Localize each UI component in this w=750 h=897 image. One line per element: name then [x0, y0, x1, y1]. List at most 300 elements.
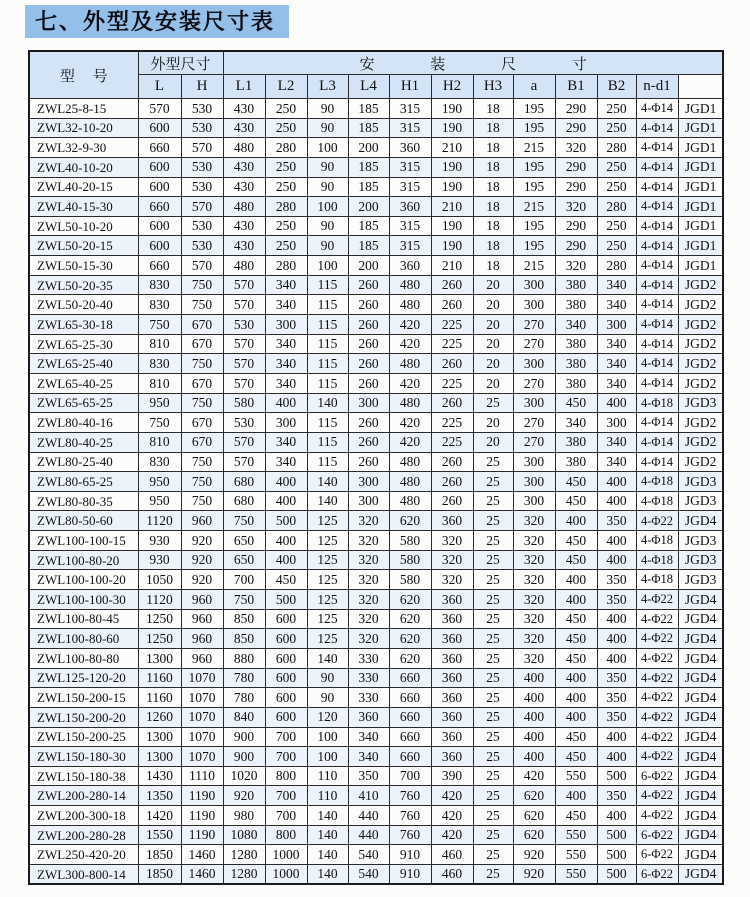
dimension-value-cell: 210 [431, 197, 473, 217]
dimension-value-cell: 210 [431, 256, 473, 276]
table-row [29, 373, 723, 393]
dimension-value-cell: 320 [555, 256, 597, 276]
dimension-value-cell: 360 [431, 629, 473, 649]
dimension-value-cell: 18 [473, 197, 513, 217]
table-row [29, 118, 723, 138]
table-body [29, 99, 723, 885]
dimension-value-cell: 300 [597, 413, 636, 433]
dimension-value-cell: 320 [431, 531, 473, 551]
model-cell: ZWL50-20-40 [29, 295, 138, 315]
dimension-value-cell: 430 [223, 236, 265, 256]
dimension-value-cell: 400 [265, 393, 307, 413]
dimension-value-cell: 225 [431, 432, 473, 452]
n-d1-cell: 4-Φ22 [636, 668, 678, 688]
table-row [29, 472, 723, 492]
dimension-value-cell: 140 [307, 491, 348, 511]
dimension-value-cell: 1300 [138, 747, 181, 767]
dimension-value-cell: 400 [597, 806, 636, 826]
n-d1-cell: 4-Φ22 [636, 747, 678, 767]
dimension-value-cell: 250 [265, 177, 307, 197]
dimension-value-cell: 320 [513, 590, 555, 610]
dimension-value-cell: 250 [265, 157, 307, 177]
damper-spec-cell: JGD2 [678, 315, 723, 335]
outline-dimensions-group-header: 外型尺寸 [138, 51, 223, 75]
dimension-value-cell: 600 [265, 688, 307, 708]
dimension-value-cell: 750 [181, 491, 223, 511]
damper-spec-cell: JGD1 [678, 236, 723, 256]
dimension-value-cell: 280 [265, 138, 307, 158]
dimension-value-cell: 400 [555, 707, 597, 727]
table-row [29, 806, 723, 826]
table-row [29, 393, 723, 413]
dimension-value-cell: 290 [555, 99, 597, 119]
dimension-value-cell: 660 [389, 668, 431, 688]
dimension-value-cell: 215 [513, 197, 555, 217]
dimension-value-cell: 830 [138, 295, 181, 315]
dimension-value-cell: 280 [265, 256, 307, 276]
dimension-value-cell: 340 [265, 354, 307, 374]
dimension-value-cell: 450 [555, 531, 597, 551]
damper-spec-cell: JGD3 [678, 531, 723, 551]
model-cell: ZWL50-20-35 [29, 275, 138, 295]
table-row [29, 864, 723, 884]
table-row [29, 766, 723, 786]
model-cell: ZWL200-280-14 [29, 786, 138, 806]
dimension-value-cell: 420 [389, 432, 431, 452]
damper-spec-cell: JGD4 [678, 864, 723, 884]
n-d1-cell: 6-Φ22 [636, 845, 678, 865]
dimension-value-cell: 280 [597, 256, 636, 276]
dimension-value-cell: 100 [307, 256, 348, 276]
dimension-value-cell: 1120 [138, 511, 181, 531]
n-d1-cell: 4-Φ14 [636, 216, 678, 236]
dimension-value-cell: 410 [348, 786, 389, 806]
dimension-value-cell: 320 [513, 570, 555, 590]
dimension-value-cell: 260 [348, 295, 389, 315]
dimension-value-cell: 960 [181, 648, 223, 668]
dimension-value-cell: 760 [389, 825, 431, 845]
dimension-value-cell: 450 [555, 747, 597, 767]
dimension-value-cell: 600 [138, 157, 181, 177]
dimension-value-cell: 340 [597, 354, 636, 374]
dimension-value-cell: 910 [389, 845, 431, 865]
dimension-value-cell: 530 [181, 157, 223, 177]
n-d1-cell: 4-Φ14 [636, 236, 678, 256]
damper-spec-cell: JGD3 [678, 472, 723, 492]
dimension-value-cell: 400 [513, 668, 555, 688]
n-d1-cell: 4-Φ14 [636, 157, 678, 177]
n-d1-cell: 4-Φ22 [636, 511, 678, 531]
dimension-value-cell: 1850 [138, 864, 181, 884]
dimension-value-cell: 25 [473, 393, 513, 413]
dimension-table [28, 50, 724, 885]
dimension-value-cell: 225 [431, 315, 473, 335]
dimension-value-cell: 320 [348, 590, 389, 610]
dimension-value-cell: 140 [307, 648, 348, 668]
dimension-value-cell: 250 [597, 99, 636, 119]
dimension-value-cell: 320 [513, 531, 555, 551]
dimension-value-cell: 20 [473, 275, 513, 295]
dimension-value-cell: 600 [265, 648, 307, 668]
dimension-value-cell: 360 [431, 727, 473, 747]
dimension-value-cell: 660 [389, 707, 431, 727]
dimension-value-cell: 620 [389, 648, 431, 668]
table-row [29, 197, 723, 217]
dimension-value-cell: 450 [555, 491, 597, 511]
dimension-value-cell: 1070 [181, 668, 223, 688]
dimension-value-cell: 300 [513, 472, 555, 492]
table-row [29, 99, 723, 119]
dimension-value-cell: 290 [555, 236, 597, 256]
n-d1-cell: 4-Φ18 [636, 570, 678, 590]
dimension-value-cell: 1000 [265, 864, 307, 884]
dimension-value-cell: 125 [307, 550, 348, 570]
dimension-value-cell: 530 [181, 177, 223, 197]
dimension-value-cell: 260 [431, 295, 473, 315]
dimension-value-cell: 700 [265, 727, 307, 747]
dimension-value-cell: 25 [473, 747, 513, 767]
col-header-H1: H1 [389, 75, 431, 99]
dimension-value-cell: 1190 [181, 786, 223, 806]
dimension-value-cell: 400 [555, 786, 597, 806]
dimension-value-cell: 960 [181, 629, 223, 649]
dimension-value-cell: 530 [181, 99, 223, 119]
dimension-value-cell: 320 [431, 570, 473, 590]
dimension-value-cell: 125 [307, 629, 348, 649]
dimension-value-cell: 125 [307, 590, 348, 610]
dimension-value-cell: 340 [597, 275, 636, 295]
model-cell: ZWL65-65-25 [29, 393, 138, 413]
dimension-value-cell: 25 [473, 825, 513, 845]
dimension-value-cell: 225 [431, 413, 473, 433]
dimension-value-cell: 750 [181, 393, 223, 413]
dimension-value-cell: 450 [555, 472, 597, 492]
dimension-value-cell: 660 [389, 688, 431, 708]
dimension-value-cell: 25 [473, 845, 513, 865]
dimension-value-cell: 620 [389, 609, 431, 629]
dimension-value-cell: 300 [513, 393, 555, 413]
n-d1-cell: 4-Φ14 [636, 197, 678, 217]
model-cell: ZWL100-80-45 [29, 609, 138, 629]
dimension-value-cell: 400 [555, 511, 597, 531]
n-d1-cell: 4-Φ22 [636, 707, 678, 727]
dimension-value-cell: 480 [389, 354, 431, 374]
dimension-value-cell: 440 [348, 806, 389, 826]
dimension-value-cell: 400 [555, 570, 597, 590]
dimension-value-cell: 340 [265, 432, 307, 452]
dimension-value-cell: 25 [473, 472, 513, 492]
dimension-value-cell: 320 [348, 511, 389, 531]
dimension-value-cell: 25 [473, 531, 513, 551]
damper-spec-cell: JGD4 [678, 629, 723, 649]
dimension-value-cell: 20 [473, 315, 513, 335]
n-d1-cell: 4-Φ22 [636, 688, 678, 708]
header-group-row [29, 51, 723, 75]
dimension-value-cell: 300 [513, 354, 555, 374]
dimension-value-cell: 910 [389, 864, 431, 884]
dimension-value-cell: 200 [348, 138, 389, 158]
dimension-value-cell: 90 [307, 99, 348, 119]
dimension-value-cell: 360 [431, 747, 473, 767]
table-row [29, 825, 723, 845]
dimension-value-cell: 570 [181, 138, 223, 158]
dimension-value-cell: 480 [389, 472, 431, 492]
table-row [29, 786, 723, 806]
dimension-value-cell: 400 [597, 491, 636, 511]
dimension-value-cell: 390 [431, 766, 473, 786]
dimension-value-cell: 320 [431, 550, 473, 570]
dimension-value-cell: 195 [513, 157, 555, 177]
model-cell: ZWL100-100-15 [29, 531, 138, 551]
model-cell: ZWL50-10-20 [29, 216, 138, 236]
dimension-value-cell: 1190 [181, 825, 223, 845]
dimension-value-cell: 920 [513, 864, 555, 884]
table-row [29, 138, 723, 158]
dimension-value-cell: 380 [555, 354, 597, 374]
dimension-value-cell: 250 [265, 118, 307, 138]
dimension-value-cell: 550 [555, 845, 597, 865]
dimension-value-cell: 1160 [138, 688, 181, 708]
dimension-value-cell: 195 [513, 177, 555, 197]
dimension-value-cell: 25 [473, 668, 513, 688]
dimension-value-cell: 100 [307, 747, 348, 767]
dimension-value-cell: 270 [513, 413, 555, 433]
dimension-value-cell: 430 [223, 177, 265, 197]
damper-spec-cell: JGD4 [678, 766, 723, 786]
dimension-value-cell: 400 [555, 688, 597, 708]
n-d1-cell: 4-Φ18 [636, 393, 678, 413]
dimension-value-cell: 880 [223, 648, 265, 668]
dimension-value-cell: 600 [265, 707, 307, 727]
n-d1-cell: 4-Φ14 [636, 354, 678, 374]
dimension-value-cell: 420 [431, 825, 473, 845]
dimension-value-cell: 380 [555, 373, 597, 393]
dimension-value-cell: 750 [181, 275, 223, 295]
dimension-value-cell: 140 [307, 393, 348, 413]
dimension-value-cell: 670 [181, 373, 223, 393]
dimension-value-cell: 270 [513, 315, 555, 335]
dimension-value-cell: 530 [223, 315, 265, 335]
dimension-value-cell: 920 [181, 531, 223, 551]
dimension-value-cell: 1420 [138, 806, 181, 826]
dimension-value-cell: 360 [431, 609, 473, 629]
dimension-value-cell: 360 [431, 688, 473, 708]
damper-spec-cell: JGD4 [678, 806, 723, 826]
damper-spec-cell: JGD4 [678, 786, 723, 806]
dimension-value-cell: 570 [181, 256, 223, 276]
dimension-value-cell: 800 [265, 825, 307, 845]
damper-spec-cell: JGD4 [678, 825, 723, 845]
dimension-value-cell: 550 [555, 766, 597, 786]
dimension-value-cell: 260 [431, 393, 473, 413]
table-row [29, 590, 723, 610]
table-row [29, 688, 723, 708]
dimension-value-cell: 315 [389, 236, 431, 256]
dimension-value-cell: 300 [513, 452, 555, 472]
dimension-value-cell: 480 [389, 452, 431, 472]
dimension-value-cell: 480 [223, 197, 265, 217]
table-row [29, 177, 723, 197]
col-header-H2: H2 [431, 75, 473, 99]
col-header-L4: L4 [348, 75, 389, 99]
dimension-value-cell: 420 [513, 766, 555, 786]
dimension-value-cell: 100 [307, 727, 348, 747]
dimension-value-cell: 400 [265, 550, 307, 570]
dimension-value-cell: 500 [597, 825, 636, 845]
dimension-value-cell: 140 [307, 806, 348, 826]
dimension-value-cell: 1070 [181, 688, 223, 708]
dimension-value-cell: 90 [307, 236, 348, 256]
dimension-value-cell: 1070 [181, 747, 223, 767]
table-row [29, 845, 723, 865]
table-row [29, 256, 723, 276]
model-cell: ZWL50-20-15 [29, 236, 138, 256]
dimension-value-cell: 18 [473, 118, 513, 138]
dimension-value-cell: 600 [138, 216, 181, 236]
dimension-value-cell: 920 [181, 550, 223, 570]
dimension-value-cell: 280 [265, 197, 307, 217]
table-row [29, 432, 723, 452]
dimension-value-cell: 400 [597, 550, 636, 570]
dimension-value-cell: 660 [389, 747, 431, 767]
dimension-value-cell: 420 [389, 373, 431, 393]
dimension-value-cell: 570 [138, 99, 181, 119]
dimension-value-cell: 750 [138, 413, 181, 433]
dimension-value-cell: 580 [389, 570, 431, 590]
dimension-value-cell: 260 [348, 315, 389, 335]
dimension-value-cell: 25 [473, 707, 513, 727]
damper-spec-cell: JGD4 [678, 590, 723, 610]
n-d1-cell: 4-Φ14 [636, 315, 678, 335]
dimension-value-cell: 1280 [223, 864, 265, 884]
model-cell: ZWL100-100-20 [29, 570, 138, 590]
dimension-value-cell: 115 [307, 373, 348, 393]
dimension-value-cell: 380 [555, 334, 597, 354]
dimension-value-cell: 100 [307, 197, 348, 217]
dimension-value-cell: 420 [389, 334, 431, 354]
dimension-value-cell: 570 [223, 334, 265, 354]
dimension-value-cell: 900 [223, 747, 265, 767]
dimension-value-cell: 780 [223, 668, 265, 688]
dimension-value-cell: 1460 [181, 845, 223, 865]
dimension-value-cell: 18 [473, 157, 513, 177]
dimension-value-cell: 115 [307, 295, 348, 315]
dimension-value-cell: 1260 [138, 707, 181, 727]
n-d1-cell: 6-Φ22 [636, 864, 678, 884]
table-row [29, 727, 723, 747]
dimension-value-cell: 1250 [138, 629, 181, 649]
dimension-value-cell: 25 [473, 688, 513, 708]
dimension-value-cell: 960 [181, 511, 223, 531]
dimension-value-cell: 500 [597, 845, 636, 865]
damper-spec-cell: JGD4 [678, 511, 723, 531]
dimension-value-cell: 400 [513, 727, 555, 747]
col-header-B1: B1 [555, 75, 597, 99]
model-column-header: 型 号 [29, 51, 138, 99]
dimension-value-cell: 250 [597, 216, 636, 236]
dimension-value-cell: 660 [138, 256, 181, 276]
dimension-value-cell: 290 [555, 157, 597, 177]
dimension-value-cell: 430 [223, 99, 265, 119]
dimension-value-cell: 115 [307, 315, 348, 335]
damper-spec-cell: JGD2 [678, 334, 723, 354]
dimension-value-cell: 1850 [138, 845, 181, 865]
dimension-value-cell: 260 [348, 334, 389, 354]
dimension-value-cell: 340 [597, 295, 636, 315]
n-d1-cell: 4-Φ22 [636, 590, 678, 610]
dimension-value-cell: 600 [138, 118, 181, 138]
dimension-value-cell: 25 [473, 786, 513, 806]
dimension-value-cell: 25 [473, 629, 513, 649]
dimension-value-cell: 1280 [223, 845, 265, 865]
dimension-value-cell: 260 [431, 354, 473, 374]
dimension-value-cell: 400 [513, 747, 555, 767]
dimension-value-cell: 18 [473, 177, 513, 197]
dimension-value-cell: 500 [265, 511, 307, 531]
dimension-value-cell: 18 [473, 138, 513, 158]
damper-spec-cell: JGD3 [678, 550, 723, 570]
col-header-L3: L3 [307, 75, 348, 99]
dimension-value-cell: 270 [513, 373, 555, 393]
dimension-value-cell: 760 [389, 806, 431, 826]
dimension-value-cell: 140 [307, 845, 348, 865]
dimension-value-cell: 960 [181, 609, 223, 629]
dimension-value-cell: 530 [181, 216, 223, 236]
damper-spec-cell: JGD2 [678, 432, 723, 452]
dimension-value-cell: 1120 [138, 590, 181, 610]
model-cell: ZWL65-40-25 [29, 373, 138, 393]
dimension-value-cell: 1550 [138, 825, 181, 845]
dimension-value-cell: 620 [513, 786, 555, 806]
dimension-value-cell: 260 [348, 275, 389, 295]
dimension-value-cell: 25 [473, 511, 513, 531]
dimension-value-cell: 1350 [138, 786, 181, 806]
dimension-value-cell: 360 [431, 511, 473, 531]
dimension-value-cell: 340 [597, 432, 636, 452]
table-row [29, 413, 723, 433]
dimension-value-cell: 450 [555, 727, 597, 747]
dimension-value-cell: 480 [223, 138, 265, 158]
dimension-value-cell: 20 [473, 354, 513, 374]
dimension-value-cell: 580 [223, 393, 265, 413]
dimension-value-cell: 18 [473, 216, 513, 236]
dimension-value-cell: 25 [473, 864, 513, 884]
dimension-value-cell: 600 [265, 629, 307, 649]
dimension-value-cell: 125 [307, 570, 348, 590]
dimension-value-cell: 190 [431, 157, 473, 177]
dimension-value-cell: 750 [181, 472, 223, 492]
col-header-a: a [513, 75, 555, 99]
dimension-value-cell: 480 [389, 393, 431, 413]
damper-spec-cell: JGD2 [678, 275, 723, 295]
n-d1-cell: 4-Φ18 [636, 550, 678, 570]
col-header-n-d1: n-d1 [636, 75, 678, 99]
damper-spec-cell: JGD1 [678, 177, 723, 197]
dimension-value-cell: 25 [473, 590, 513, 610]
table-row [29, 531, 723, 551]
n-d1-cell: 4-Φ22 [636, 727, 678, 747]
dimension-value-cell: 400 [597, 629, 636, 649]
n-d1-cell: 4-Φ14 [636, 334, 678, 354]
dimension-value-cell: 400 [513, 707, 555, 727]
dimension-value-cell: 530 [223, 413, 265, 433]
dimension-value-cell: 280 [597, 197, 636, 217]
dimension-value-cell: 1070 [181, 707, 223, 727]
dimension-value-cell: 850 [223, 629, 265, 649]
dimension-value-cell: 110 [307, 786, 348, 806]
dimension-value-cell: 570 [223, 452, 265, 472]
table-row [29, 648, 723, 668]
